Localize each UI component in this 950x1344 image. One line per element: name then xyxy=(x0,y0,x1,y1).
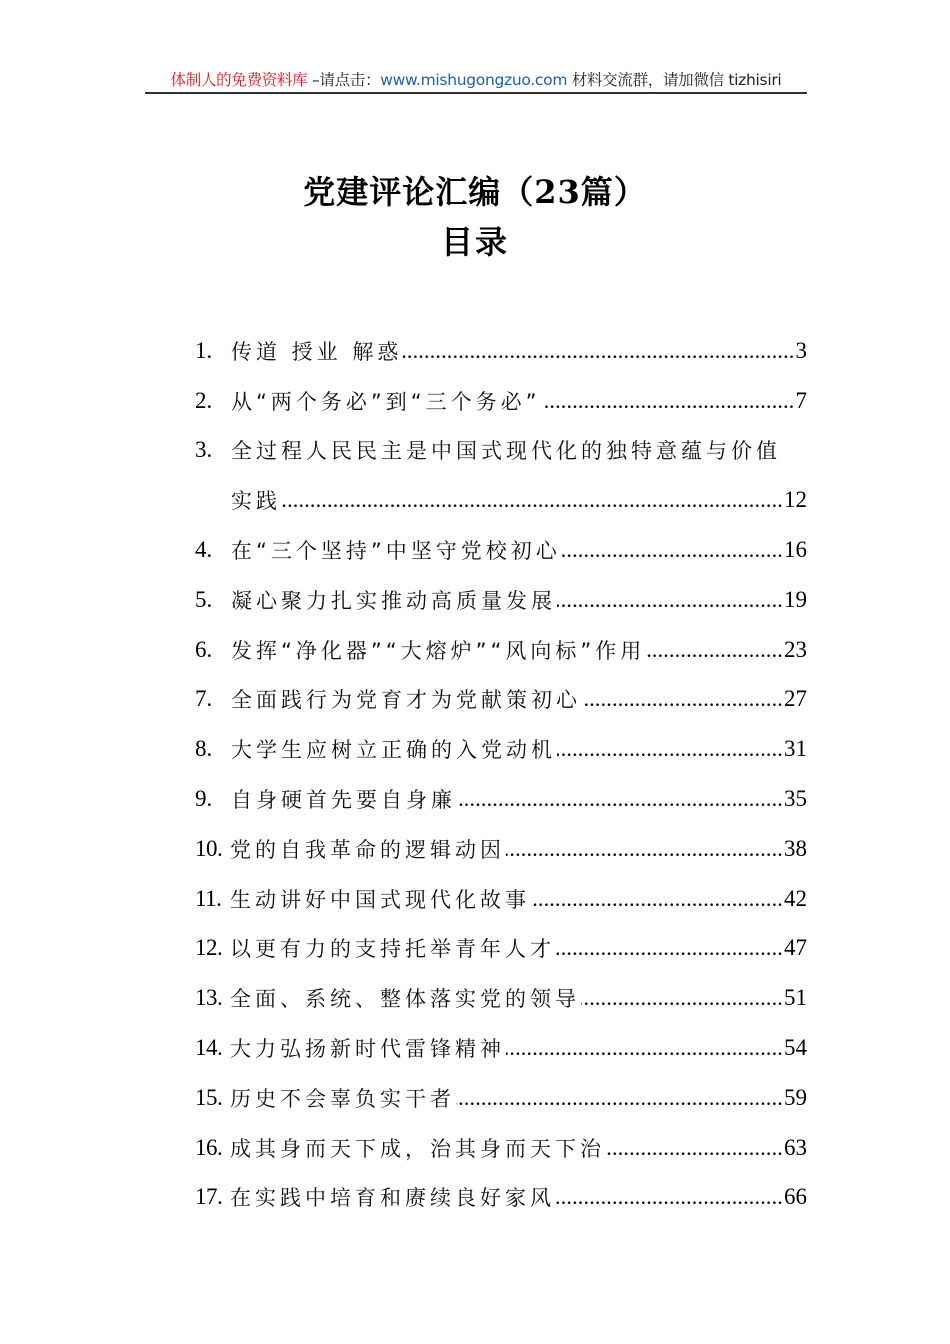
toc-entry-number: 16. xyxy=(195,1134,223,1160)
toc-entry-page: 42 xyxy=(784,885,807,911)
toc-entry-number: 14. xyxy=(195,1035,223,1061)
toc-leader-dots xyxy=(542,386,795,416)
toc-leader-dots xyxy=(556,933,783,963)
toc-entry-5[interactable] xyxy=(195,575,807,625)
toc-entry-13[interactable] xyxy=(195,973,807,1023)
toc-entry-title: 从“两个务必”到“三个务必” xyxy=(231,389,541,414)
toc-leader-dots xyxy=(581,983,783,1013)
toc-entry-number: 4. xyxy=(195,537,213,563)
header-prompt: –请点击： xyxy=(307,71,381,89)
toc-leader-dots xyxy=(557,734,783,764)
toc-leader-dots xyxy=(506,1033,783,1063)
toc-entry-page: 7 xyxy=(795,387,807,413)
toc-entry-title: 历史不会辜负实干者 xyxy=(230,1086,455,1111)
toc-entry-page: 19 xyxy=(784,586,807,612)
toc-entry-title: 大学生应树立正确的入党动机 xyxy=(231,738,556,763)
toc-entry-page: 31 xyxy=(784,736,807,762)
toc-entry-number: 13. xyxy=(195,985,223,1011)
toc-entry-title: 全面践行为党育才为党献策初心 xyxy=(231,688,581,713)
toc-entry-4[interactable] xyxy=(195,525,807,575)
toc-entry-page: 51 xyxy=(784,985,807,1011)
toc-entry-number: 15. xyxy=(195,1084,223,1110)
toc-entry-16[interactable] xyxy=(195,1123,807,1173)
toc-entry-8[interactable] xyxy=(195,724,807,774)
toc-entry-2[interactable] xyxy=(195,376,807,426)
toc-entry-page: 16 xyxy=(784,537,807,563)
toc-entry-title: 凝心聚力扎实推动高质量发展 xyxy=(231,588,556,613)
toc-entry-12[interactable] xyxy=(195,924,807,974)
toc-leader-dots xyxy=(562,535,783,565)
toc-entry-title: 全过程人民民主是中国式现代化的独特意蕴与价值 xyxy=(231,439,781,464)
toc-entry-number: 9. xyxy=(195,786,213,812)
toc-entry-number: 8. xyxy=(195,736,213,762)
document-subtitle: 目录 xyxy=(440,223,509,261)
toc-entry-page: 38 xyxy=(784,835,807,861)
toc-entry-number: 12. xyxy=(195,935,223,961)
toc-entry-page: 47 xyxy=(784,935,807,961)
toc-entry-3[interactable] xyxy=(195,426,807,476)
toc-entry-number: 6. xyxy=(195,636,213,662)
toc-entry-page: 63 xyxy=(784,1134,807,1160)
toc-entry-6[interactable] xyxy=(195,625,807,675)
toc-entry-number: 3. xyxy=(195,437,213,463)
toc-entry-number: 17. xyxy=(195,1184,223,1210)
header-brand: 体制人的免费资料库 xyxy=(170,71,308,89)
toc-entry-title: 大力弘扬新时代雷锋精神 xyxy=(230,1037,505,1062)
toc-entry-7[interactable] xyxy=(195,675,807,725)
toc-entry-title: 生动讲好中国式现代化故事 xyxy=(230,887,530,912)
document-title: 党建评论汇编（23篇） xyxy=(303,173,647,211)
toc-entry-page: 66 xyxy=(784,1184,807,1210)
toc-entry-page: 54 xyxy=(784,1035,807,1061)
toc-entry-title: 成其身而天下成，治其身而天下治 xyxy=(230,1136,605,1161)
toc-entry-title: 发挥“净化器”“大熔炉”“风向标”作用 xyxy=(231,638,646,663)
toc-entry-title: 在“三个坚持”中坚守党校初心 xyxy=(231,539,561,564)
toc-leader-dots xyxy=(456,1083,783,1113)
toc-leader-dots xyxy=(557,585,783,615)
toc-entry-number: 7. xyxy=(195,686,213,712)
toc-entry-number: 5. xyxy=(195,586,213,612)
toc-entry-page: 12 xyxy=(784,487,807,513)
toc-entry-title: 全面、系统、整体落实党的领导 xyxy=(230,987,580,1012)
toc-leader-dots xyxy=(556,1182,783,1212)
toc-entry-15[interactable] xyxy=(195,1073,807,1123)
toc-entry-number: 10. xyxy=(195,835,223,861)
toc-entry-14[interactable] xyxy=(195,1023,807,1073)
header-url-link[interactable]: www.mishugongzuo.com xyxy=(380,71,568,89)
toc-entry-title: 传道 授业 解惑 xyxy=(231,339,403,364)
toc-leader-dots xyxy=(646,635,783,665)
toc-entry-page: 59 xyxy=(784,1084,807,1110)
toc-entry-title: 党的自我革命的逻辑动因 xyxy=(230,837,505,862)
toc-entry-number: 1. xyxy=(195,337,213,363)
toc-entry-17[interactable] xyxy=(195,1173,807,1223)
toc-leader-dots xyxy=(403,336,794,366)
table-of-contents xyxy=(195,326,807,1222)
toc-leader-dots xyxy=(457,784,783,814)
toc-entry-page: 23 xyxy=(784,636,807,662)
toc-leader-dots xyxy=(582,684,783,714)
toc-entry-11[interactable] xyxy=(195,874,807,924)
toc-leader-dots xyxy=(506,834,783,864)
toc-entry-9[interactable] xyxy=(195,774,807,824)
toc-leader-dots xyxy=(531,884,783,914)
toc-entry-title: 在实践中培育和赓续良好家风 xyxy=(230,1186,555,1211)
header-suffix: 材料交流群，请加微信 tizhisiri xyxy=(567,71,782,89)
toc-leader-dots xyxy=(606,1133,783,1163)
toc-entry-title: 自身硬首先要自身廉 xyxy=(231,788,456,813)
toc-entry-page: 27 xyxy=(784,686,807,712)
page-header xyxy=(145,68,807,94)
toc-entry-number: 11. xyxy=(195,885,222,911)
toc-entry-number: 2. xyxy=(195,387,213,413)
toc-entry-3-continued[interactable] xyxy=(195,475,807,525)
toc-entry-page: 3 xyxy=(795,337,807,363)
toc-entry-title: 以更有力的支持托举青年人才 xyxy=(230,937,555,962)
toc-leader-dots xyxy=(282,485,783,515)
toc-entry-1[interactable] xyxy=(195,326,807,376)
toc-entry-10[interactable] xyxy=(195,824,807,874)
toc-entry-title-continued: 实践 xyxy=(231,489,281,514)
toc-entry-page: 35 xyxy=(784,786,807,812)
